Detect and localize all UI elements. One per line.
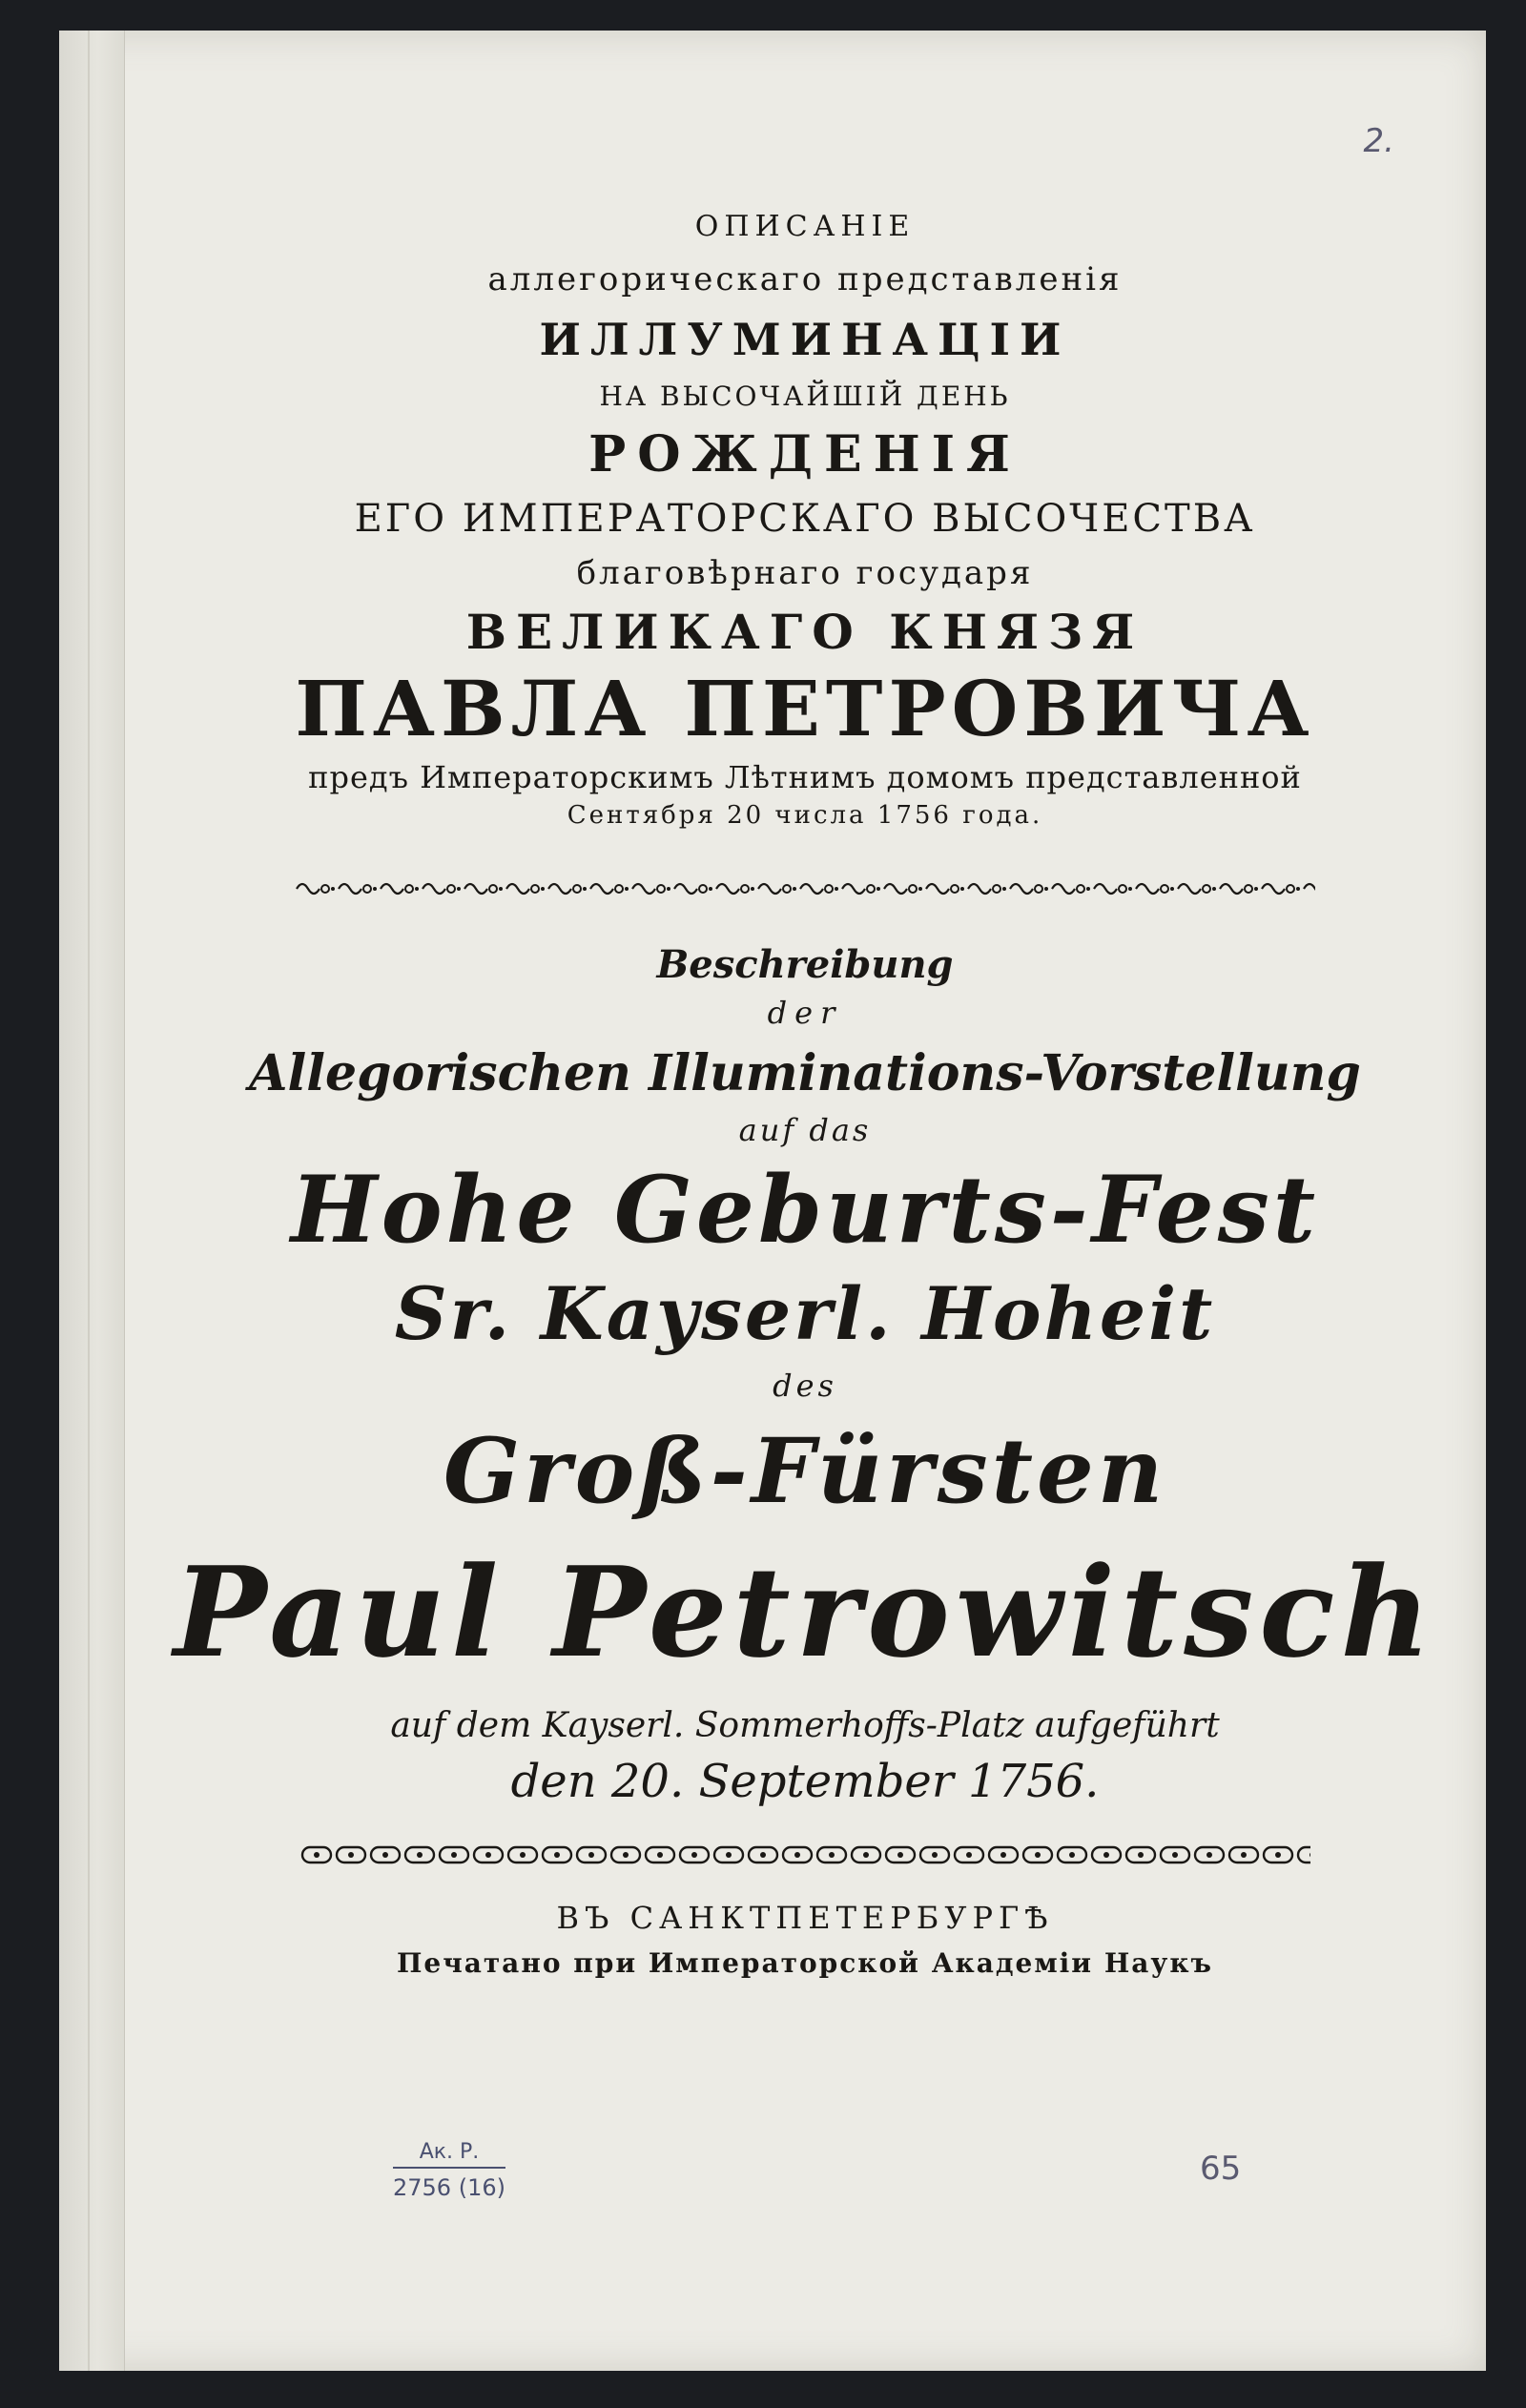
de-line-7: des (773, 1368, 837, 1404)
ornament-divider-2 (299, 1841, 1310, 1869)
ru-line-8: ВЕЛИКАГО КНЯЗЯ (465, 604, 1144, 660)
shelfmark-top: Ак. Р. (393, 2142, 505, 2169)
de-line-10: auf dem Kayserl. Sommerhoffs-Platz aufgeführt (390, 1706, 1220, 1745)
imprint-line-2: Печатано при Императорской Академіи Наукъ (396, 1947, 1214, 1979)
ru-line-11: Сентября 20 числа 1756 года. (567, 801, 1043, 830)
title-page-text (124, 174, 1486, 1979)
ru-line-10: предъ Императорскимъ Лѣтнимъ домомъ представленной (308, 759, 1302, 795)
de-line-5: Hohe Geburts-Fest (290, 1156, 1320, 1264)
imprint-line-1: ВЪ САНКТПЕТЕРБУРГѢ (556, 1900, 1054, 1936)
ru-line-4: НА ВЫСОЧАЙШІЙ ДЕНЬ (599, 381, 1011, 412)
shelfmark-bottom: 2756 (16) (393, 2174, 505, 2201)
ru-line-5: РОЖДЕНІЯ (588, 425, 1021, 484)
binding-strip (59, 31, 125, 2371)
folio-mark: 2. (1363, 122, 1394, 160)
document-page (59, 31, 1486, 2371)
ru-line-6: ЕГО ИМПЕРАТОРСКАГО ВЫСОЧЕСТВА (354, 497, 1256, 541)
de-line-9: Paul Petrowitsch (173, 1539, 1437, 1685)
de-line-1: Beschreibung (656, 942, 954, 987)
ru-line-7: благовѣрнаго государя (576, 554, 1034, 592)
de-line-4: auf das (738, 1112, 872, 1148)
de-line-8: Groß-Fürsten (443, 1419, 1167, 1524)
de-line-2: der (767, 995, 843, 1031)
binding-edge (88, 31, 90, 2371)
ru-line-9: ПАВЛА ПЕТРОВИЧА (295, 664, 1315, 753)
ru-line-2: аллегорическаго представленія (487, 260, 1123, 298)
ru-line-1: ОПИСАНІЕ (694, 210, 916, 243)
de-line-6: Sr. Kayserl. Hoheit (394, 1271, 1216, 1356)
page-number: 65 (1200, 2150, 1242, 2188)
ornament-divider-1 (295, 875, 1315, 902)
de-line-3: Allegorischen Illuminations-Vorstellung (249, 1044, 1361, 1102)
de-line-11: den 20. September 1756. (510, 1755, 1100, 1808)
ru-line-3: ИЛЛУМИНАЦІИ (539, 314, 1071, 365)
shelfmark-stamp (393, 2142, 505, 2199)
